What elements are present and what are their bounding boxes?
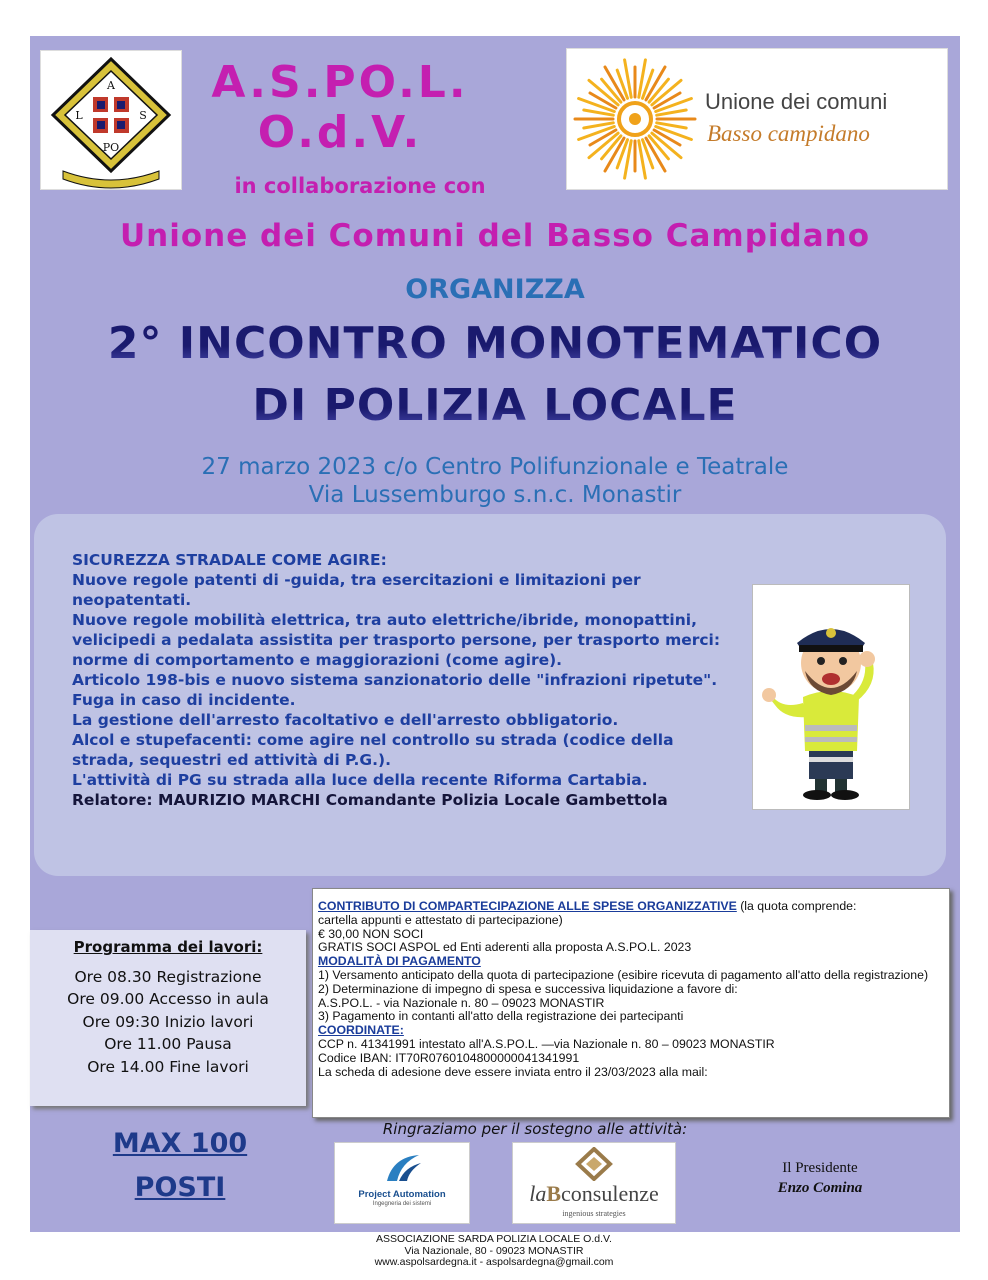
- unione-title: Unione dei Comuni del Basso Campidano: [119, 218, 871, 254]
- poster-background: [30, 36, 960, 1232]
- logo-letter-a: A: [107, 79, 115, 92]
- topic-item: Articolo 198-bis e nuovo sistema sanzionatorio delle "infrazioni ripetute".: [72, 671, 718, 689]
- topic-item: Alcol e stupefacenti: come agire nel controllo su strada (codice della strada, sequestri ed attività di P.G.).: [72, 731, 674, 769]
- coordinates-heading: COORDINATE:: [318, 1023, 404, 1038]
- payment-line: La scheda di adesione deve essere inviata entro il 23/03/2023 alla mail:: [318, 1064, 708, 1079]
- topic-item: L'attività di PG su strada alla luce della recente Riforma Cartabia.: [72, 771, 648, 789]
- venue-line2: Via Lussemburgo s.n.c. Monastir: [308, 482, 682, 508]
- sponsor1-name: Project Automation: [358, 1189, 446, 1200]
- logo-letter-s: S: [139, 109, 147, 122]
- relatore: Relatore: MAURIZIO MARCHI Comandante Polizia Locale Gambettola: [72, 791, 668, 809]
- main-title-line1: 2° INCONTRO MONOTEMATICO: [30, 318, 960, 369]
- sponsor2-pre: la: [529, 1181, 547, 1206]
- program-item: Ore 11.00 Pausa: [104, 1035, 232, 1053]
- swoosh-icon: [383, 1151, 423, 1185]
- payment-line: A.S.PO.L. - via Nazionale n. 80 – 09023 MONASTIR: [318, 995, 605, 1010]
- aspol-name-line1: A.S.PO.L.: [211, 57, 469, 108]
- main-title-line2: DI POLIZIA LOCALE: [30, 380, 960, 431]
- sponsor1-sub: Ingegneria dei sistemi: [372, 1201, 432, 1207]
- payment-line: CCP n. 41341991 intestato all'A.S.PO.L. —via Nazionale n. 80 – 09023 MONASTIR: [318, 1036, 775, 1051]
- program-item: Ore 14.00 Fine lavori: [87, 1058, 249, 1076]
- logo-letter-po: PO: [102, 141, 120, 154]
- aspol-name-line2: O.d.V.: [257, 107, 423, 158]
- sponsor2-rest: consulenze: [561, 1181, 659, 1206]
- unione-logo: [566, 48, 948, 190]
- topic-item: Nuove regole patenti di -guida, tra esercitazioni e limitazioni per neopatentati.: [72, 571, 641, 609]
- max-seats-line1: MAX 100: [112, 1128, 248, 1159]
- payment-line: GRATIS SOCI ASPOL ed Enti aderenti alla proposta A.S.PO.L. 2023: [318, 940, 692, 955]
- topic-item: Nuove regole mobilità elettrica, tra auto elettriche/ibride, monopattini, velicipedi a pedalata assistita per trasporto persone, per trasporto merci: norme di comportamento e maggiorazioni (come agire).: [72, 611, 721, 669]
- logo-letter-l: L: [75, 109, 83, 122]
- sponsor2-main: B: [546, 1181, 562, 1206]
- footer: [0, 1234, 988, 1269]
- diamond-icon: [574, 1147, 614, 1181]
- payment-method-heading: MODALITÀ DI PAGAMENTO: [318, 954, 481, 969]
- president-role: Il Presidente: [782, 1160, 858, 1176]
- sun-icon: [567, 49, 707, 189]
- footer-line2: Via Nazionale, 80 - 09023 MONASTIR: [404, 1244, 584, 1257]
- program-title: Programma dei lavori:: [73, 938, 263, 956]
- payment-line: 1) Versamento anticipato della quota di partecipazione (esibire ricevuta di pagamento all'atto della registrazione): [318, 967, 929, 982]
- footer-line1: ASSOCIAZIONE SARDA POLIZIA LOCALE O.d.V.: [376, 1233, 612, 1245]
- collaboration-text: in collaborazione con: [234, 174, 486, 198]
- unione-logo-sub: Basso campidano: [707, 121, 870, 146]
- contribution-heading: CONTRIBUTO DI COMPARTECIPAZIONE ALLE SPESE ORGANIZZATIVE: [318, 899, 737, 913]
- payment-line: € 30,00 NON SOCI: [318, 926, 424, 941]
- payment-info: [318, 900, 944, 1079]
- unione-logo-name: Unione dei comuni: [705, 89, 888, 114]
- thanks-text: Ringraziamo per il sostegno alle attività:: [382, 1120, 688, 1138]
- max-seats: [70, 1122, 290, 1210]
- topic-item: La gestione dell'arresto facoltativo e dell'arresto obbligatorio.: [72, 711, 619, 729]
- president-signature: [750, 1158, 890, 1198]
- max-seats-line2: POSTI: [134, 1172, 226, 1203]
- aspol-logo: [40, 50, 182, 190]
- payment-line: 2) Determinazione di impegno di spesa e successiva liquidazione a favore di:: [318, 981, 738, 996]
- sponsor-project-automation: [334, 1142, 470, 1224]
- program-item: Ore 09.00 Accesso in aula: [67, 990, 269, 1008]
- program-item: Ore 09:30 Inizio lavori: [82, 1013, 254, 1031]
- topic-item: Fuga in caso di incidente.: [72, 691, 296, 709]
- footer-line3: www.aspolsardegna.it - aspolsardegna@gmail.com: [374, 1256, 614, 1268]
- contribution-heading-rest: (la quota comprende:: [736, 899, 857, 913]
- president-name: Enzo Comina: [777, 1180, 863, 1196]
- payment-line: 3) Pagamento in contanti all'atto della registrazione dei partecipanti: [318, 1009, 684, 1024]
- payment-line: cartella appunti e attestato di partecipazione): [318, 912, 563, 927]
- payment-line: Codice IBAN: IT70R0760104800000041341991: [318, 1050, 580, 1065]
- organizza-label: ORGANIZZA: [405, 274, 585, 305]
- topics-list: [72, 550, 722, 810]
- program-item: Ore 08.30 Registrazione: [74, 968, 262, 986]
- sponsor-labconsulenze: [512, 1142, 676, 1224]
- venue-line1: 27 marzo 2023 c/o Centro Polifunzionale e Teatrale: [201, 454, 789, 480]
- sponsor2-sub: ingenious strategies: [562, 1209, 626, 1218]
- aspol-title: [195, 58, 485, 158]
- topic-heading: SICUREZZA STRADALE COME AGIRE:: [72, 551, 387, 569]
- police-officer-illustration: [752, 584, 910, 810]
